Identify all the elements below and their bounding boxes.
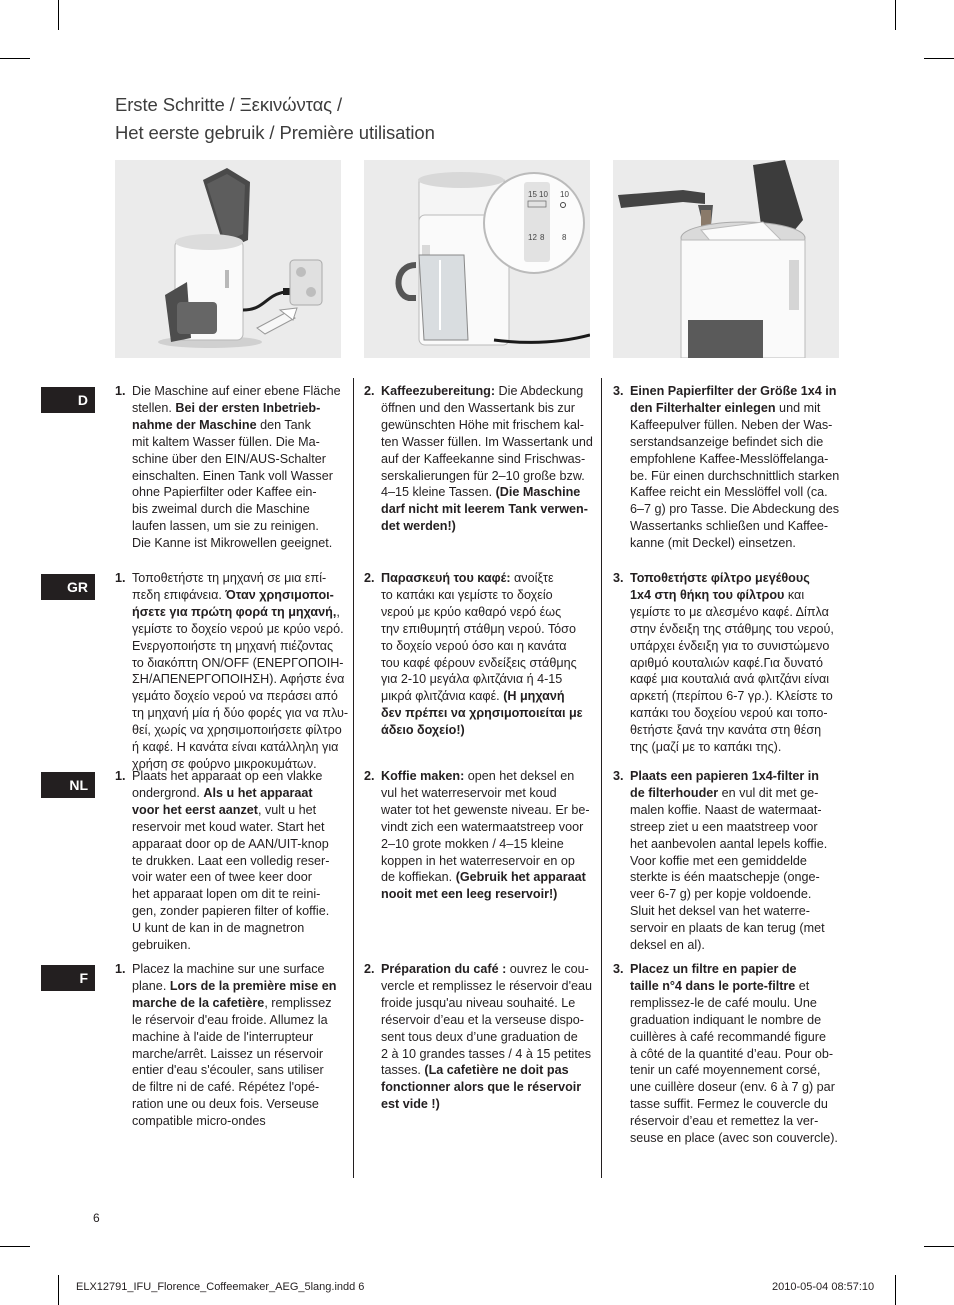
language-tab-nl: NL xyxy=(41,772,95,798)
language-tab-f: F xyxy=(41,965,95,991)
crop-mark xyxy=(924,1246,954,1247)
text-line: voor het eerst aanzet, vult u het xyxy=(132,802,317,817)
step-text xyxy=(381,961,592,1113)
text-line: det werden!) xyxy=(381,519,456,534)
step-text xyxy=(132,768,329,954)
text-line: empfohlene Kaffee-Messlöffelanga- xyxy=(630,451,829,466)
text-line: tenir un café moyennement corsé, xyxy=(630,1063,821,1078)
step-d-1 xyxy=(115,383,341,552)
text-line: την επιθυμητή στάθμη νερού. Τόσο xyxy=(381,621,576,636)
text-line: machine à l'aide de l'interrupteur xyxy=(132,1029,314,1044)
text-line: Τοποθετήστε φίλτρο μεγέθους xyxy=(630,571,810,585)
column-divider xyxy=(601,378,602,1178)
text-line: de filtre ni de café. Répétez l'opé- xyxy=(132,1080,320,1095)
text-line: gebruiken. xyxy=(132,938,191,953)
gauge-label-10-right: 10 xyxy=(560,190,569,199)
crop-mark xyxy=(58,1275,59,1305)
text-line: το καπάκι και γεμίστε το δοχείο xyxy=(381,587,553,602)
text-line: Die Kanne ist Mikrowellen geeignet. xyxy=(132,536,333,551)
text-line: sterkte is één maatschepje (onge- xyxy=(630,870,820,885)
text-line: nahme der Maschine den Tank xyxy=(132,417,311,432)
step-text xyxy=(630,768,827,954)
text-line: cuillères à café recommandé figure xyxy=(630,1029,826,1044)
text-line: mit kaltem Wasser füllen. Die Ma- xyxy=(132,434,320,449)
text-line: fonctionner alors que le réservoir xyxy=(381,1080,582,1095)
text-line: vercle et remplissez le réservoir d'eau xyxy=(381,978,592,993)
page-title-line1: Erste Schritte / Ξεκινώντας / xyxy=(115,94,343,115)
text-line: serskalierungen für 2–10 große bzw. xyxy=(381,468,585,483)
text-line: γεμίστε το με αλεσμένο καφέ. Δίπλα xyxy=(630,604,829,619)
text-line: voir water een of twee keer door xyxy=(132,870,312,885)
step-text xyxy=(630,570,834,756)
step-gr-3 xyxy=(613,570,834,756)
text-line: Placez la machine sur une surface xyxy=(132,962,325,976)
text-line: αριθμό κουταλιών καφέ.Για δυνατό xyxy=(630,655,823,670)
text-line: te drukken. Laat een volledig reser- xyxy=(132,853,330,868)
step-number: 2. xyxy=(364,384,375,398)
gauge-label-8-right: 8 xyxy=(562,233,567,242)
text-line: servoir en plaats de kan terug (met xyxy=(630,921,825,936)
text-line: est vide !) xyxy=(381,1097,440,1112)
text-line: vul het waterreservoir met koud xyxy=(381,785,557,800)
text-line: nooit met een leeg reservoir!) xyxy=(381,887,558,902)
text-line: auf der Kaffeekanne sind Frischwas- xyxy=(381,451,586,466)
text-line: το διακόπτη ON/OFF (ΕΝΕΡΓΟΠΟΙΗ- xyxy=(132,655,344,670)
text-line: remplissez-le de café moulu. Une xyxy=(630,995,817,1010)
text-line: τη μηχανή μία ή δύο φορές για να πλυ- xyxy=(132,706,349,721)
text-line: de filterhouder en vul dit met ge- xyxy=(630,785,819,800)
step-gr-2 xyxy=(364,570,583,739)
step-nl-3 xyxy=(613,768,827,954)
text-line: Wassertanks schließen und Kaffee- xyxy=(630,519,829,534)
text-line: malen koffie. Naast de watermaat- xyxy=(630,802,822,817)
text-line: Παρασκευή του καφέ: ανοίξτε xyxy=(381,571,554,585)
text-line: δεν πρέπει να χρησιμοποιείται με xyxy=(381,706,583,721)
text-line: Einen Papierfilter der Größe 1x4 in xyxy=(630,384,837,398)
step-number: 1. xyxy=(115,571,126,585)
step-text xyxy=(381,570,583,739)
text-line: του καφέ φέρουν ενδείξεις στάθμης xyxy=(381,655,577,670)
step-f-1 xyxy=(115,961,336,1130)
text-line: réservoir d’eau et remettez la ver- xyxy=(630,1114,819,1129)
text-line: stellen. Bei der ersten Inbetrieb- xyxy=(132,400,321,415)
text-line: gewünschten Höhe mit frischem kal- xyxy=(381,417,584,432)
text-line: het apparaat lopen om dit te reini- xyxy=(132,887,321,902)
text-line: le réservoir d'eau froide. Allumez la xyxy=(132,1012,328,1027)
crop-mark xyxy=(924,58,954,59)
step-number: 2. xyxy=(364,769,375,783)
text-line: 4–15 kleine Tassen. (Die Maschine xyxy=(381,485,581,500)
text-line: water tot het gewenste niveau. Er be- xyxy=(381,802,590,817)
page-title-line2: Het eerste gebruik / Première utilisation xyxy=(115,122,435,143)
text-line: της (μαζί με το καπάκι της). xyxy=(630,740,782,755)
crop-mark xyxy=(0,1246,30,1247)
text-line: laufen lassen, um sie zu reinigen. xyxy=(132,519,319,534)
text-line: Kaffeepulver füllen. Neben der Was- xyxy=(630,417,833,432)
language-tab-d: D xyxy=(41,387,95,413)
text-line: sent tous deux d’une graduation de xyxy=(381,1029,578,1044)
text-line: streep ziet u een maatstreep voor xyxy=(630,819,818,834)
text-line: kanne (mit Deckel) einsetzen. xyxy=(630,536,796,551)
text-line: ten Wasser füllen. Im Wassertank und xyxy=(381,434,593,449)
text-line: χρήση σε φούρνο μικροκυμάτων. xyxy=(132,756,317,771)
text-line: ondergrond. Als u het apparaat xyxy=(132,785,313,800)
text-line: het aanbevolen aantal lepels koffie. xyxy=(630,836,828,851)
crop-mark xyxy=(895,1275,896,1305)
text-line: den Filterhalter einlegen und mit xyxy=(630,400,821,415)
footer-datetime: 2010-05-04 08:57:10 xyxy=(772,1281,875,1293)
step-number: 3. xyxy=(613,962,624,976)
step-f-3 xyxy=(613,961,838,1147)
step-text xyxy=(132,570,348,773)
gauge-label-12: 12 xyxy=(528,233,537,242)
text-line: réservoir d’eau et la verseuse dispo- xyxy=(381,1012,585,1027)
text-line: Sluit het deksel van het waterre- xyxy=(630,904,810,919)
text-line: taille n°4 dans le porte-filtre et xyxy=(630,978,810,993)
text-line: ohne Papierfilter oder Kaffee ein- xyxy=(132,485,317,500)
text-line: graduation indiquant le nombre de xyxy=(630,1012,822,1027)
text-line: reservoir met koud water. Start het xyxy=(132,819,325,834)
text-line: πεδη επιφάνεια. Όταν χρησιμοποι- xyxy=(132,587,334,602)
text-line: be. Für einen durchschnittlich starken xyxy=(630,468,840,483)
footer-filename: ELX12791_IFU_Florence_Coffeemaker_AEG_5lang.indd 6 xyxy=(76,1281,365,1293)
text-line: seuse en place (avec son couvercle). xyxy=(630,1131,838,1146)
text-line: Plaats het apparaat op een vlakke xyxy=(132,769,323,783)
page-number: 6 xyxy=(93,1211,100,1225)
crop-mark xyxy=(0,58,30,59)
step-text xyxy=(630,961,838,1147)
step-gr-1 xyxy=(115,570,348,773)
figure-fill-water-tank xyxy=(364,160,590,358)
text-line: de koffiekan. (Gebruik het apparaat xyxy=(381,870,586,885)
text-line: θεί, χωρίς να χρησιμοποιήσετε φίλτρο xyxy=(132,723,342,738)
text-line: vindt zich een watermaatstreep voor xyxy=(381,819,584,834)
text-line: U kunt de kan in de magnetron xyxy=(132,921,305,936)
text-line: για 2-10 μεγάλα φλιτζάνια ή 4-15 xyxy=(381,672,563,687)
text-line: Die Maschine auf einer ebene Fläche xyxy=(132,384,341,398)
text-line: marche/arrêt. Laissez un réservoir xyxy=(132,1046,324,1061)
text-line: αρκετή (περίπου 6-7 γρ.). Κλείστε το xyxy=(630,689,833,704)
text-line: νερού με κρύο καθαρό νερό έως xyxy=(381,604,562,619)
text-line: ή καφέ. Η κανάτα είναι κατάλληλη για xyxy=(132,740,339,755)
step-number: 1. xyxy=(115,384,126,398)
text-line: 2–10 grote mokken / 4–15 kleine xyxy=(381,836,564,851)
text-line: ήσετε για πρώτη φορά τη μηχανή,, xyxy=(132,604,340,619)
text-line: θετήστε ξανά την κανάτα στη θέση xyxy=(630,723,822,738)
text-line: Préparation du café : ouvrez le cou- xyxy=(381,962,589,976)
text-line: deksel en al). xyxy=(630,938,705,953)
step-d-2 xyxy=(364,383,593,535)
text-line: 6–7 g) pro Tasse. Die Abdeckung des xyxy=(630,502,840,517)
step-number: 3. xyxy=(613,571,624,585)
text-line: το δοχείο νερού όσο και η κανάτα xyxy=(381,638,567,653)
text-line: καφέ μια κουταλιά ανά φλιτζάνι είναι xyxy=(630,672,830,687)
text-line: Ενεργοποιήστε τη μηχανή πιέζοντας xyxy=(132,638,334,653)
text-line: Koffie maken: open het deksel en xyxy=(381,769,575,783)
text-line: tasse suffit. Fermez le couvercle du xyxy=(630,1097,828,1112)
step-number: 3. xyxy=(613,384,624,398)
text-line: υπάρχει ένδειξη για το συνιστώμενο xyxy=(630,638,830,653)
text-line: bis zweimal durch die Maschine xyxy=(132,502,310,517)
text-line: ration une ou deux fois. Verseuse xyxy=(132,1097,319,1112)
text-line: marche de la cafetière, remplissez xyxy=(132,995,332,1010)
text-line: Voor koffie met een gemiddelde xyxy=(630,853,807,868)
text-line: plane. Lors de la première mise en xyxy=(132,978,337,993)
text-line: öffnen und den Wassertank bis zur xyxy=(381,400,575,415)
text-line: Τοποθετήστε τη μηχανή σε μια επί- xyxy=(132,571,327,585)
text-line: Plaats een papieren 1x4-filter in xyxy=(630,769,819,783)
text-line: Kaffee reicht ein Messlöffel voll (ca. xyxy=(630,485,828,500)
text-line: gen, zonder papieren filter of koffie. xyxy=(132,904,330,919)
text-line: γεμάτο δοχείο νερού να περάσει από xyxy=(132,689,338,704)
text-line: darf nicht mit leerem Tank verwen- xyxy=(381,502,588,517)
text-line: ΣΗ/ΑΠΕΝΕΡΓΟΠΟΙΗΣΗ). Αφήστε ένα xyxy=(132,672,345,687)
step-text xyxy=(381,768,590,903)
column-divider xyxy=(353,378,354,1178)
text-line: serstandsanzeige befindet sich die xyxy=(630,434,824,449)
step-nl-2 xyxy=(364,768,590,903)
text-line: καπάκι του δοχείου νερού και τοπο- xyxy=(630,706,828,721)
figure-plug-in-machine xyxy=(115,160,341,358)
step-nl-1 xyxy=(115,768,329,954)
text-line: μικρά φλιτζάνια καφέ. (Η μηχανή xyxy=(381,689,565,704)
step-number: 3. xyxy=(613,769,624,783)
crop-mark xyxy=(895,0,896,30)
step-f-2 xyxy=(364,961,592,1113)
step-number: 1. xyxy=(115,769,126,783)
text-line: Kaffeezubereitung: Die Abdeckung xyxy=(381,384,584,398)
text-line: στην ένδειξη της στάθμης του νερού, xyxy=(630,621,834,636)
step-text xyxy=(132,961,336,1130)
text-line: à côté de la quantité d’eau. Pour ob- xyxy=(630,1046,834,1061)
text-line: apparaat door op de AAN/UIT-knop xyxy=(132,836,329,851)
step-text xyxy=(132,383,341,552)
step-text xyxy=(381,383,593,535)
step-number: 2. xyxy=(364,962,375,976)
text-line: veer 6-7 g) per kopje voldoende. xyxy=(630,887,812,902)
step-number: 1. xyxy=(115,962,126,976)
gauge-label-10: 10 xyxy=(539,190,548,199)
text-line: Placez un filtre en papier de xyxy=(630,962,797,976)
text-line: tasses. (La cafetière ne doit pas xyxy=(381,1063,569,1078)
text-line: 2 à 10 grandes tasses / 4 à 15 petites xyxy=(381,1046,592,1061)
text-line: schine über den EIN/AUS-Schalter xyxy=(132,451,326,466)
gauge-label-15: 15 xyxy=(528,190,537,199)
language-tab-gr: GR xyxy=(41,574,95,600)
step-number: 2. xyxy=(364,571,375,585)
text-line: koppen in het waterreservoir en op xyxy=(381,853,575,868)
text-line: compatible micro-ondes xyxy=(132,1114,266,1129)
figure-insert-filter xyxy=(613,160,839,358)
text-line: entier d'eau s'écouler, sans utiliser xyxy=(132,1063,324,1078)
crop-mark xyxy=(58,0,59,30)
text-line: une cuillère doseur (env. 6 à 7 g) par xyxy=(630,1080,835,1095)
text-line: einschalten. Einen Tank voll Wasser xyxy=(132,468,333,483)
step-d-3 xyxy=(613,383,839,552)
text-line: 1x4 στη θήκη του φίλτρου και xyxy=(630,587,805,602)
step-text xyxy=(630,383,839,552)
text-line: άδειο δοχείο!) xyxy=(381,723,465,738)
text-line: γεμίστε το δοχείο νερού με κρύο νερό. xyxy=(132,621,344,636)
text-line: froide jusqu'au niveau souhaité. Le xyxy=(381,995,576,1010)
gauge-label-8: 8 xyxy=(540,233,545,242)
